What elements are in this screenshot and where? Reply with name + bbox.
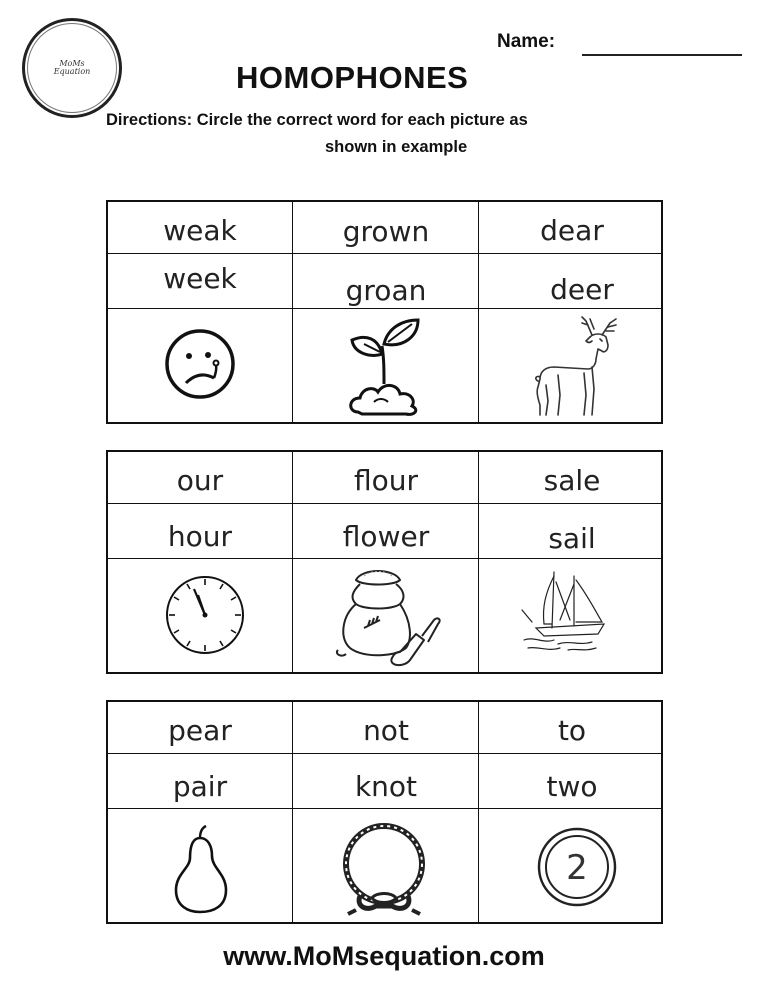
word-sale[interactable]: sale [543,464,601,497]
sad-face-icon [164,328,236,400]
grid-divider [108,308,661,309]
footer-website[interactable]: www.MoMsequation.com [223,941,545,971]
word-knot[interactable]: knot [354,770,418,803]
word-flower[interactable]: flower [342,520,430,553]
clock-icon [164,574,246,656]
page-title: HOMOPHONES [236,60,469,95]
word-pair[interactable]: pair [172,770,228,803]
number-two-coin-icon [536,826,618,908]
word-two[interactable]: two [546,770,598,803]
directions [106,107,606,161]
homophone-grid-3 [106,700,663,924]
word-dear[interactable]: dear [540,214,604,247]
word-grown[interactable]: grown [342,215,430,248]
grid-divider [108,253,661,254]
grid-divider [478,702,479,922]
directions-line-2: shown in example [325,138,468,156]
word-pear[interactable]: pear [168,714,232,747]
grid-divider [292,702,293,922]
name-label: Name: [497,31,556,52]
coin-number: 2 [566,848,588,888]
word-sail[interactable]: sail [548,522,596,555]
word-flour[interactable]: flour [353,464,419,497]
rope-knot-icon [336,820,432,920]
word-to[interactable]: to [557,714,587,747]
grid-divider [292,202,293,422]
deer-icon [528,315,628,419]
word-not[interactable]: not [363,714,409,747]
word-weak[interactable]: weak [163,214,237,247]
word-groan[interactable]: groan [345,274,427,307]
flour-sack-icon [334,562,444,668]
name-line[interactable] [582,54,742,56]
grid-divider [292,452,293,672]
grid-divider [478,452,479,672]
grid-divider [478,202,479,422]
homophone-grid-1 [106,200,663,424]
logo [22,18,122,118]
pear-icon [170,822,230,914]
directions-line-1: Directions: Circle the correct word for each picture as [106,111,528,129]
grid-divider [108,753,661,754]
homophone-grid-2 [106,450,663,674]
word-our[interactable]: our [176,464,224,497]
sprout-icon [344,314,428,418]
word-hour[interactable]: hour [167,520,233,553]
word-week[interactable]: week [163,262,237,295]
sailboat-icon [518,566,618,658]
logo-text: MoMs Equation [53,59,91,76]
word-deer[interactable]: deer [550,273,614,306]
grid-divider [108,808,661,809]
grid-divider [108,503,661,504]
grid-divider [108,558,661,559]
logo-inner-ring [27,23,117,113]
